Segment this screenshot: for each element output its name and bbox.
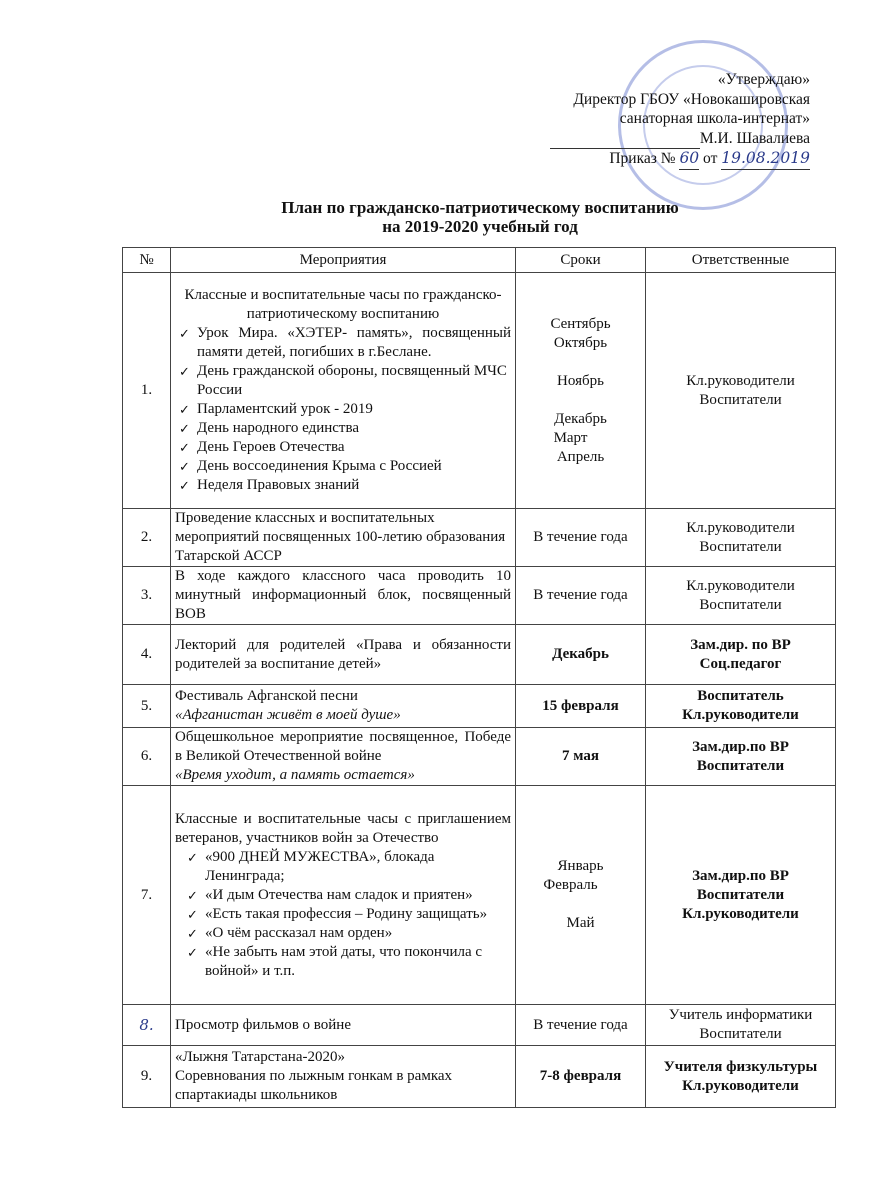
responsible-cell bbox=[646, 728, 836, 786]
event-text: Общешкольное мероприятие посвященное, Победе в Великой Отечественной войне bbox=[175, 729, 511, 764]
event-text: Фестиваль Афганской песни bbox=[175, 688, 358, 704]
event-item: ✓ «Есть такая профессия – Родину защищать» bbox=[205, 905, 511, 924]
date-cell: В течение года bbox=[516, 1005, 646, 1046]
responsible-cell bbox=[646, 1046, 836, 1108]
row-number: 3. bbox=[123, 567, 171, 625]
order-date: 19.08.2019 bbox=[721, 149, 810, 170]
date: Ноябрь bbox=[557, 372, 604, 389]
event-item: ✓ «900 ДНЕЙ МУЖЕСТВА», блокада Ленинграда; bbox=[205, 848, 511, 886]
director-name: М.И. Шавалиева bbox=[699, 129, 810, 147]
date-cell: Декабрь bbox=[516, 625, 646, 685]
table-row bbox=[123, 786, 836, 1005]
responsible: Кл.руководители bbox=[682, 707, 799, 723]
title-line: План по гражданско-патриотическому воспитанию bbox=[281, 198, 679, 217]
date: Апрель bbox=[556, 448, 605, 465]
event-cell: Лекторий для родителей «Права и обязанности родителей за воспитание детей» bbox=[171, 625, 516, 685]
event-cell bbox=[171, 685, 516, 728]
table-row bbox=[123, 728, 836, 786]
responsible: Учитель информатики bbox=[668, 1007, 813, 1023]
approval-line: санаторная школа-интернат» bbox=[619, 110, 810, 127]
date: Январь bbox=[557, 858, 604, 874]
event-item: ✓ День гражданской обороны, посвященный МЧС России bbox=[197, 362, 511, 400]
event-cell bbox=[171, 786, 516, 1005]
date-cell: В течение года bbox=[516, 567, 646, 625]
title-line: на 2019-2020 учебный год bbox=[382, 217, 578, 236]
responsible: Воспитатели bbox=[696, 886, 785, 903]
table-row bbox=[123, 1046, 836, 1108]
date: Октябрь bbox=[553, 334, 608, 351]
order-label: Приказ № bbox=[609, 150, 676, 167]
responsible: Воспитатели bbox=[696, 757, 785, 774]
event-cell: В ходе каждого классного часа проводить 10 минутный информационный блок, посвященный ВОВ bbox=[171, 567, 516, 625]
date: Март bbox=[553, 429, 588, 446]
event-title: «Афганистан живёт в моей душе» bbox=[175, 707, 401, 723]
responsible: Кл.руководители bbox=[682, 905, 799, 922]
event-text: «Лыжня Татарстана-2020» bbox=[175, 1049, 345, 1065]
row-number: 1. bbox=[123, 273, 171, 509]
date: Февраль bbox=[543, 877, 598, 893]
page-title bbox=[0, 198, 872, 236]
event-title: «Время уходит, а память остается» bbox=[175, 767, 415, 783]
row-number: 7. bbox=[123, 786, 171, 1005]
event-cell: Проведение классных и воспитательных мероприятий посвященных 100-летию образования Татарской АССР bbox=[171, 509, 516, 567]
approval-line: «Утверждаю» bbox=[717, 71, 810, 88]
table-row bbox=[123, 685, 836, 728]
event-cell bbox=[171, 273, 516, 509]
responsible: Зам.дир.по ВР bbox=[692, 867, 789, 884]
event-intro: Классные и воспитательные часы с приглашением ветеранов, участников войн за Отечество bbox=[175, 810, 511, 846]
approval-block bbox=[550, 70, 810, 170]
approval-line: Директор ГБОУ «Новокашировская bbox=[573, 90, 810, 108]
header-responsible: Ответственные bbox=[646, 248, 836, 273]
responsible: Воспитатели bbox=[699, 1026, 782, 1042]
responsible: Кл.руководители bbox=[686, 519, 795, 536]
responsible-cell bbox=[646, 685, 836, 728]
event-cell bbox=[171, 728, 516, 786]
responsible: Кл.руководители bbox=[686, 372, 795, 389]
plan-table bbox=[122, 247, 836, 1108]
table-row bbox=[123, 567, 836, 625]
date: Май bbox=[566, 915, 595, 931]
responsible-cell bbox=[646, 509, 836, 567]
table-row bbox=[123, 509, 836, 567]
table-row bbox=[123, 273, 836, 509]
responsible-cell bbox=[646, 786, 836, 1005]
date-cell bbox=[516, 273, 646, 509]
header-dates: Сроки bbox=[516, 248, 646, 273]
date-cell: В течение года bbox=[516, 509, 646, 567]
header-no: № bbox=[123, 248, 171, 273]
date: Декабрь bbox=[554, 410, 607, 427]
event-item: ✓ «Не забыть нам этой даты, что покончила с войной» и т.п. bbox=[205, 943, 511, 981]
event-cell: Просмотр фильмов о войне bbox=[171, 1005, 516, 1046]
responsible-cell bbox=[646, 625, 836, 685]
date: Сентябрь bbox=[550, 315, 611, 332]
table-row bbox=[123, 625, 836, 685]
event-item: ✓ День воссоединения Крыма с Россией bbox=[197, 457, 511, 476]
responsible: Кл.руководители bbox=[686, 577, 795, 594]
order-number: 60 bbox=[679, 149, 699, 170]
responsible: Зам.дир.по ВР bbox=[692, 738, 789, 755]
date-cell: 15 февраля bbox=[516, 685, 646, 728]
responsible: Учителя физкультуры bbox=[663, 1058, 818, 1075]
responsible: Зам.дир. по ВР bbox=[690, 636, 791, 653]
responsible: Кл.руководители bbox=[682, 1077, 799, 1094]
event-text: Соревнования по лыжным гонкам в рамках спартакиады школьников bbox=[175, 1068, 453, 1103]
row-number: 5. bbox=[123, 685, 171, 728]
row-number: 2. bbox=[123, 509, 171, 567]
signature-line bbox=[550, 129, 700, 150]
order-from: от bbox=[703, 150, 718, 167]
event-item: ✓ «О чём рассказал нам орден» bbox=[205, 924, 511, 943]
row-number: 9. bbox=[123, 1046, 171, 1108]
event-intro: Классные и воспитательные часы по гражданско-патриотическому воспитанию bbox=[184, 287, 502, 322]
table-header bbox=[123, 248, 836, 273]
responsible: Воспитатель bbox=[697, 688, 784, 704]
event-item: ✓ Неделя Правовых знаний bbox=[197, 476, 511, 495]
responsible: Воспитатели bbox=[699, 596, 782, 613]
header-events: Мероприятия bbox=[171, 248, 516, 273]
event-item: ✓ Парламентский урок - 2019 bbox=[197, 400, 511, 419]
table-row bbox=[123, 1005, 836, 1046]
row-number: 6. bbox=[123, 728, 171, 786]
date-cell bbox=[516, 786, 646, 1005]
responsible: Соц.педагог bbox=[699, 655, 782, 672]
responsible-cell bbox=[646, 1005, 836, 1046]
row-number: 4. bbox=[123, 625, 171, 685]
event-cell bbox=[171, 1046, 516, 1108]
date-cell: 7-8 февраля bbox=[516, 1046, 646, 1108]
responsible-cell bbox=[646, 273, 836, 509]
event-item: ✓ Урок Мира. «ХЭТЕР- память», посвященный памяти детей, погибших в г.Беслане. bbox=[197, 324, 511, 362]
event-item: ✓ День народного единства bbox=[197, 419, 511, 438]
row-number: 8. bbox=[123, 1005, 171, 1046]
responsible-cell bbox=[646, 567, 836, 625]
date-cell: 7 мая bbox=[516, 728, 646, 786]
event-item: ✓ «И дым Отечества нам сладок и приятен» bbox=[205, 886, 511, 905]
event-item: ✓ День Героев Отечества bbox=[197, 438, 511, 457]
responsible: Воспитатели bbox=[699, 391, 782, 408]
responsible: Воспитатели bbox=[699, 538, 782, 555]
